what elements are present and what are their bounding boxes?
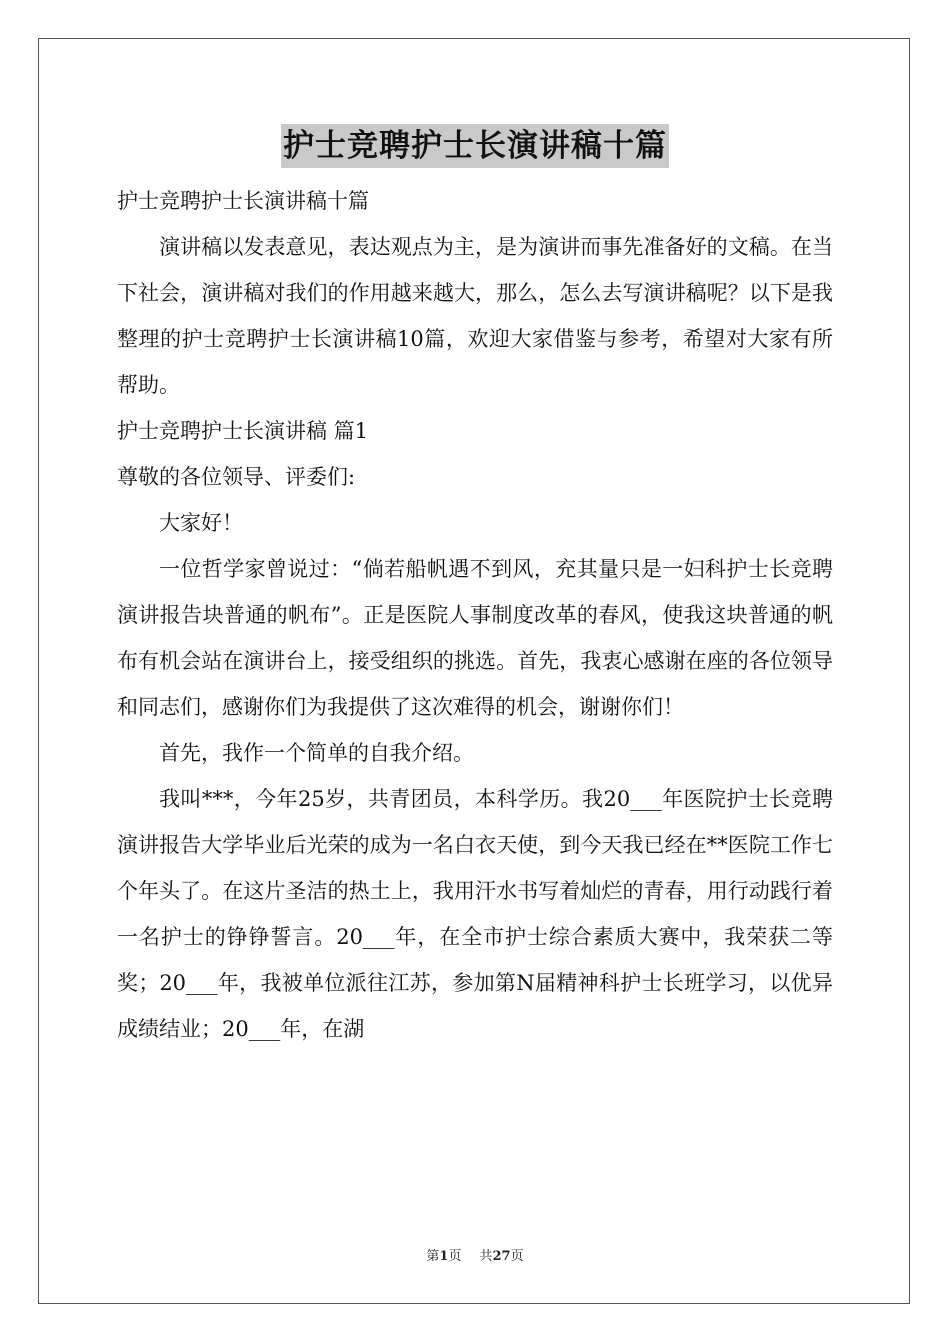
paragraph: 尊敬的各位领导、评委们:: [117, 465, 356, 489]
paragraph: 护士竞聘护士长演讲稿十篇: [117, 189, 369, 213]
page-number: 1: [439, 1249, 449, 1264]
paragraph: 一位哲学家曾说过：“倘若船帆遇不到风，充其量只是一妇科护士长竞聘演讲报告块普通的帆布”。正是医院人事制度改革的春风，使我这块普通的帆布有机会站在演讲台上，接受组织的挑选。首先，我衷心感谢在座的各位领导和同志们，感谢你们为我提供了这次难得的机会，谢谢你们！: [117, 557, 833, 719]
document-title: 护士竞聘护士长演讲稿十篇: [281, 124, 669, 168]
page-number-suffix: 页: [448, 1249, 462, 1264]
paragraph: 演讲稿以发表意见，表达观点为主，是为演讲而事先准备好的文稿。在当下社会，演讲稿对我们的作用越来越大，那么，怎么去写演讲稿呢？以下是我整理的护士竞聘护士长演讲稿10篇，欢迎大家借鉴与参考，希望对大家有所帮助。: [117, 235, 833, 397]
title-container: [0, 124, 950, 168]
paragraph: 护士竞聘护士长演讲稿 篇1: [117, 419, 369, 443]
total-pages-suffix: 页: [510, 1249, 524, 1264]
document-body: [117, 178, 833, 1052]
total-pages-prefix: 共: [479, 1249, 493, 1264]
paragraph: 首先，我作一个简单的自我介绍。: [159, 741, 474, 765]
paragraph: 大家好！: [159, 511, 243, 535]
paragraph: 我叫***，今年25岁，共青团员，本科学历。我20___年医院护士长竞聘演讲报告大学毕业后光荣的成为一名白衣天使，到今天我已经在**医院工作七个年头了。在这片圣洁的热土上，我用汗水书写着灿烂的青春，用行动践行着一名护士的铮铮誓言。20___年，在全市护士综合素质大赛中，我荣获二等奖；20___年，我被单位派往江苏，参加第N届精神科护士长班学习，以优异成绩结业；20___年，在湖: [117, 787, 833, 1041]
page-footer: [0, 1245, 950, 1264]
page-number-prefix: 第: [426, 1249, 440, 1264]
total-pages: 27: [492, 1249, 511, 1264]
